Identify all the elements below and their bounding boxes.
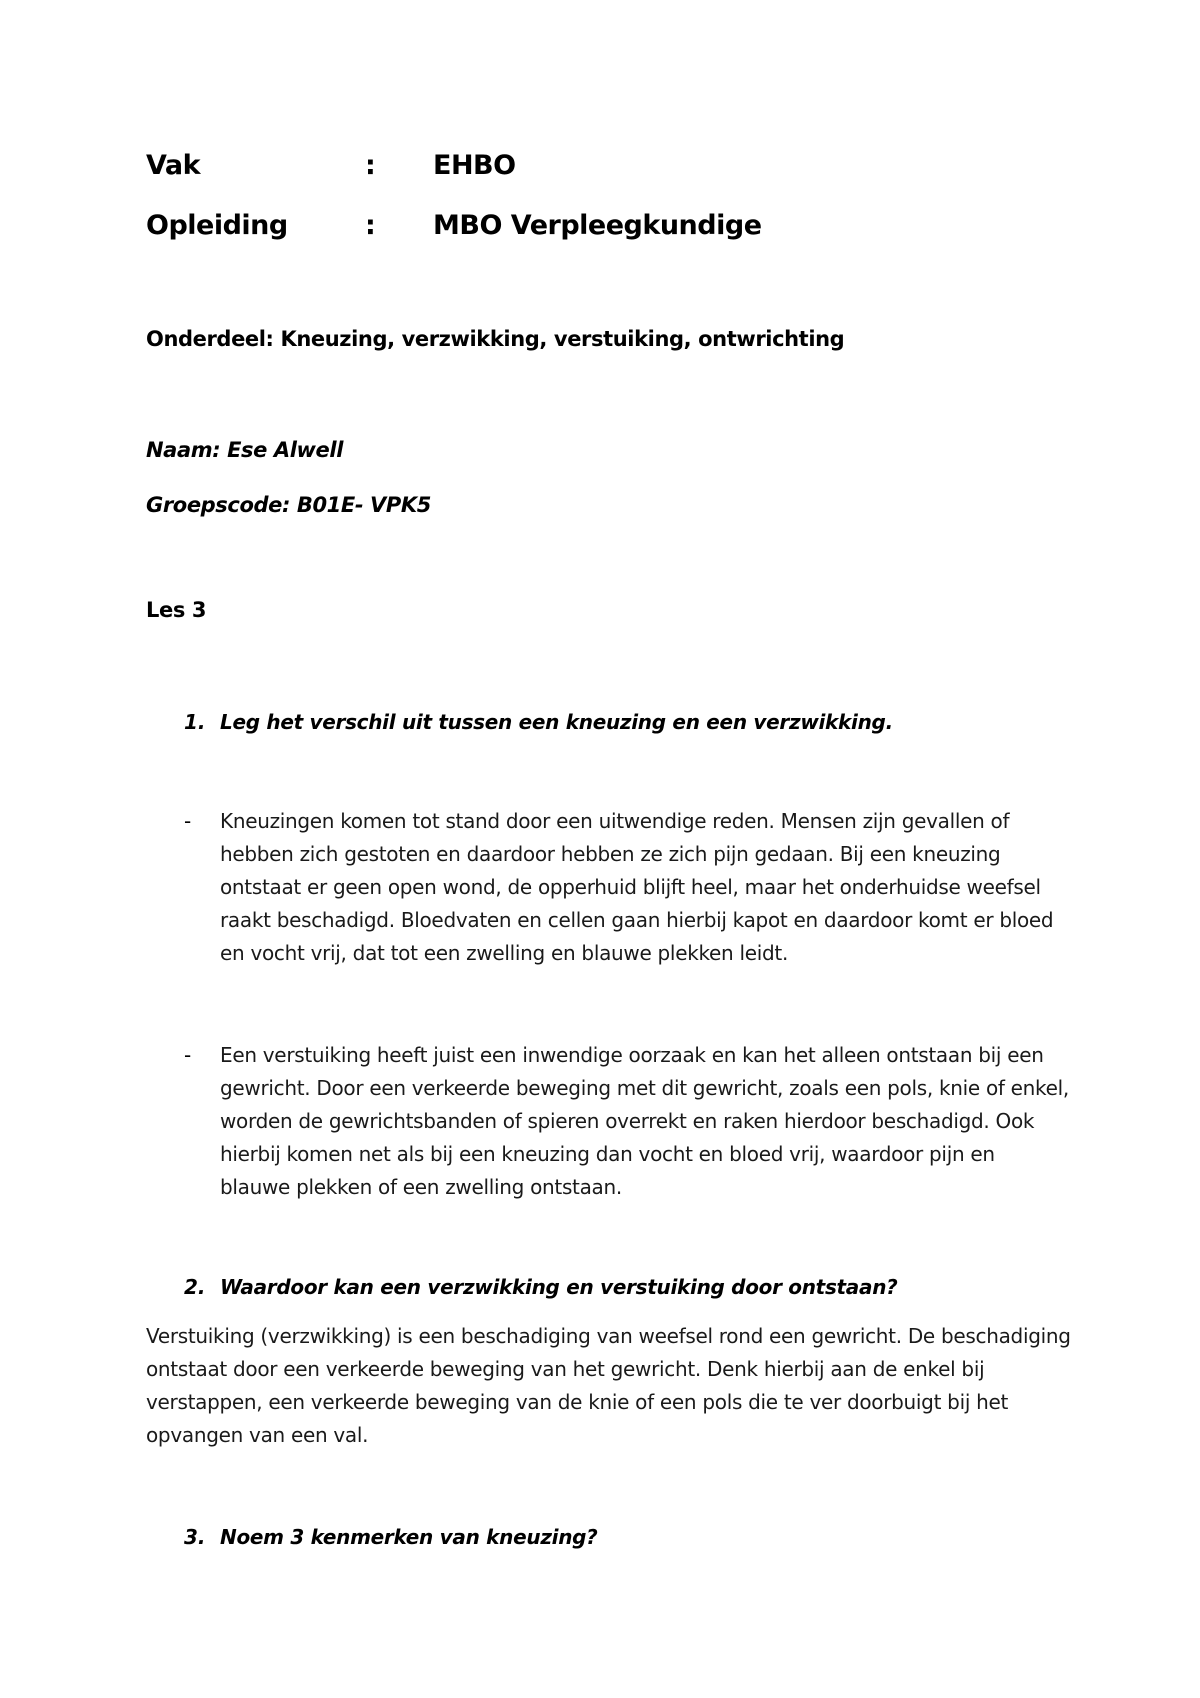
- answer-1a-dash: -: [184, 809, 192, 833]
- student-name: Naam: Ese Alwell: [146, 438, 343, 462]
- opleiding-colon: :: [365, 210, 376, 241]
- question-2-text: Waardoor kan een verzwikking en verstuiking door ontstaan?: [220, 1275, 898, 1299]
- answer-1b-dash: -: [184, 1043, 192, 1067]
- question-1-text: Leg het verschil uit tussen een kneuzing en een verzwikking.: [220, 710, 893, 734]
- opleiding-value: MBO Verpleegkundige: [433, 210, 762, 241]
- vak-colon: :: [365, 150, 376, 181]
- question-3-number: 3.: [184, 1525, 206, 1549]
- question-1-number: 1.: [184, 710, 206, 734]
- answer-1b-text: Een verstuiking heeft juist een inwendige oorzaak en kan het alleen ontstaan bij een gewricht. Door een verkeerde beweging met dit gewricht, zoals een pols, knie of enkel, worden de gewrichtsbanden of spieren overrekt en raken hierdoor beschadigd. Ook hierbij komen net als bij een kneuzing dan vocht en bloed vrij, waardoor pijn en blauwe plekken of een zwelling ontstaan.: [220, 1043, 1069, 1199]
- vak-label: Vak: [146, 150, 201, 181]
- answer-2-text: Verstuiking (verzwikking) is een beschadiging van weefsel rond een gewricht. De beschadiging ontstaat door een verkeerde beweging van het gewricht. Denk hierbij aan de enkel bij verstappen, een verkeerde beweging van de knie of een pols die te ver doorbuigt bij het opvangen van een val.: [146, 1324, 1071, 1447]
- onderdeel-label: Onderdeel:: [146, 327, 274, 351]
- question-2-number: 2.: [184, 1275, 206, 1299]
- vak-value: EHBO: [433, 150, 516, 181]
- answer-1a-text: Kneuzingen komen tot stand door een uitwendige reden. Mensen zijn gevallen of hebben zich gestoten en daardoor hebben ze zich pijn gedaan. Bij een kneuzing ontstaat er geen open wond, de opperhuid blijft heel, maar het onderhuidse weefsel raakt beschadigd. Bloedvaten en cellen gaan hierbij kapot en daardoor komt er bloed en vocht vrij, dat tot een zwelling en blauwe plekken leidt.: [220, 809, 1054, 965]
- onderdeel-value: Kneuzing, verzwikking, verstuiking, ontwrichting: [280, 327, 845, 351]
- group-code: Groepscode: B01E- VPK5: [146, 493, 431, 517]
- question-3-text: Noem 3 kenmerken van kneuzing?: [220, 1525, 598, 1549]
- lesson-title: Les 3: [146, 598, 207, 622]
- opleiding-label: Opleiding: [146, 210, 288, 241]
- onderdeel-line: [146, 327, 844, 351]
